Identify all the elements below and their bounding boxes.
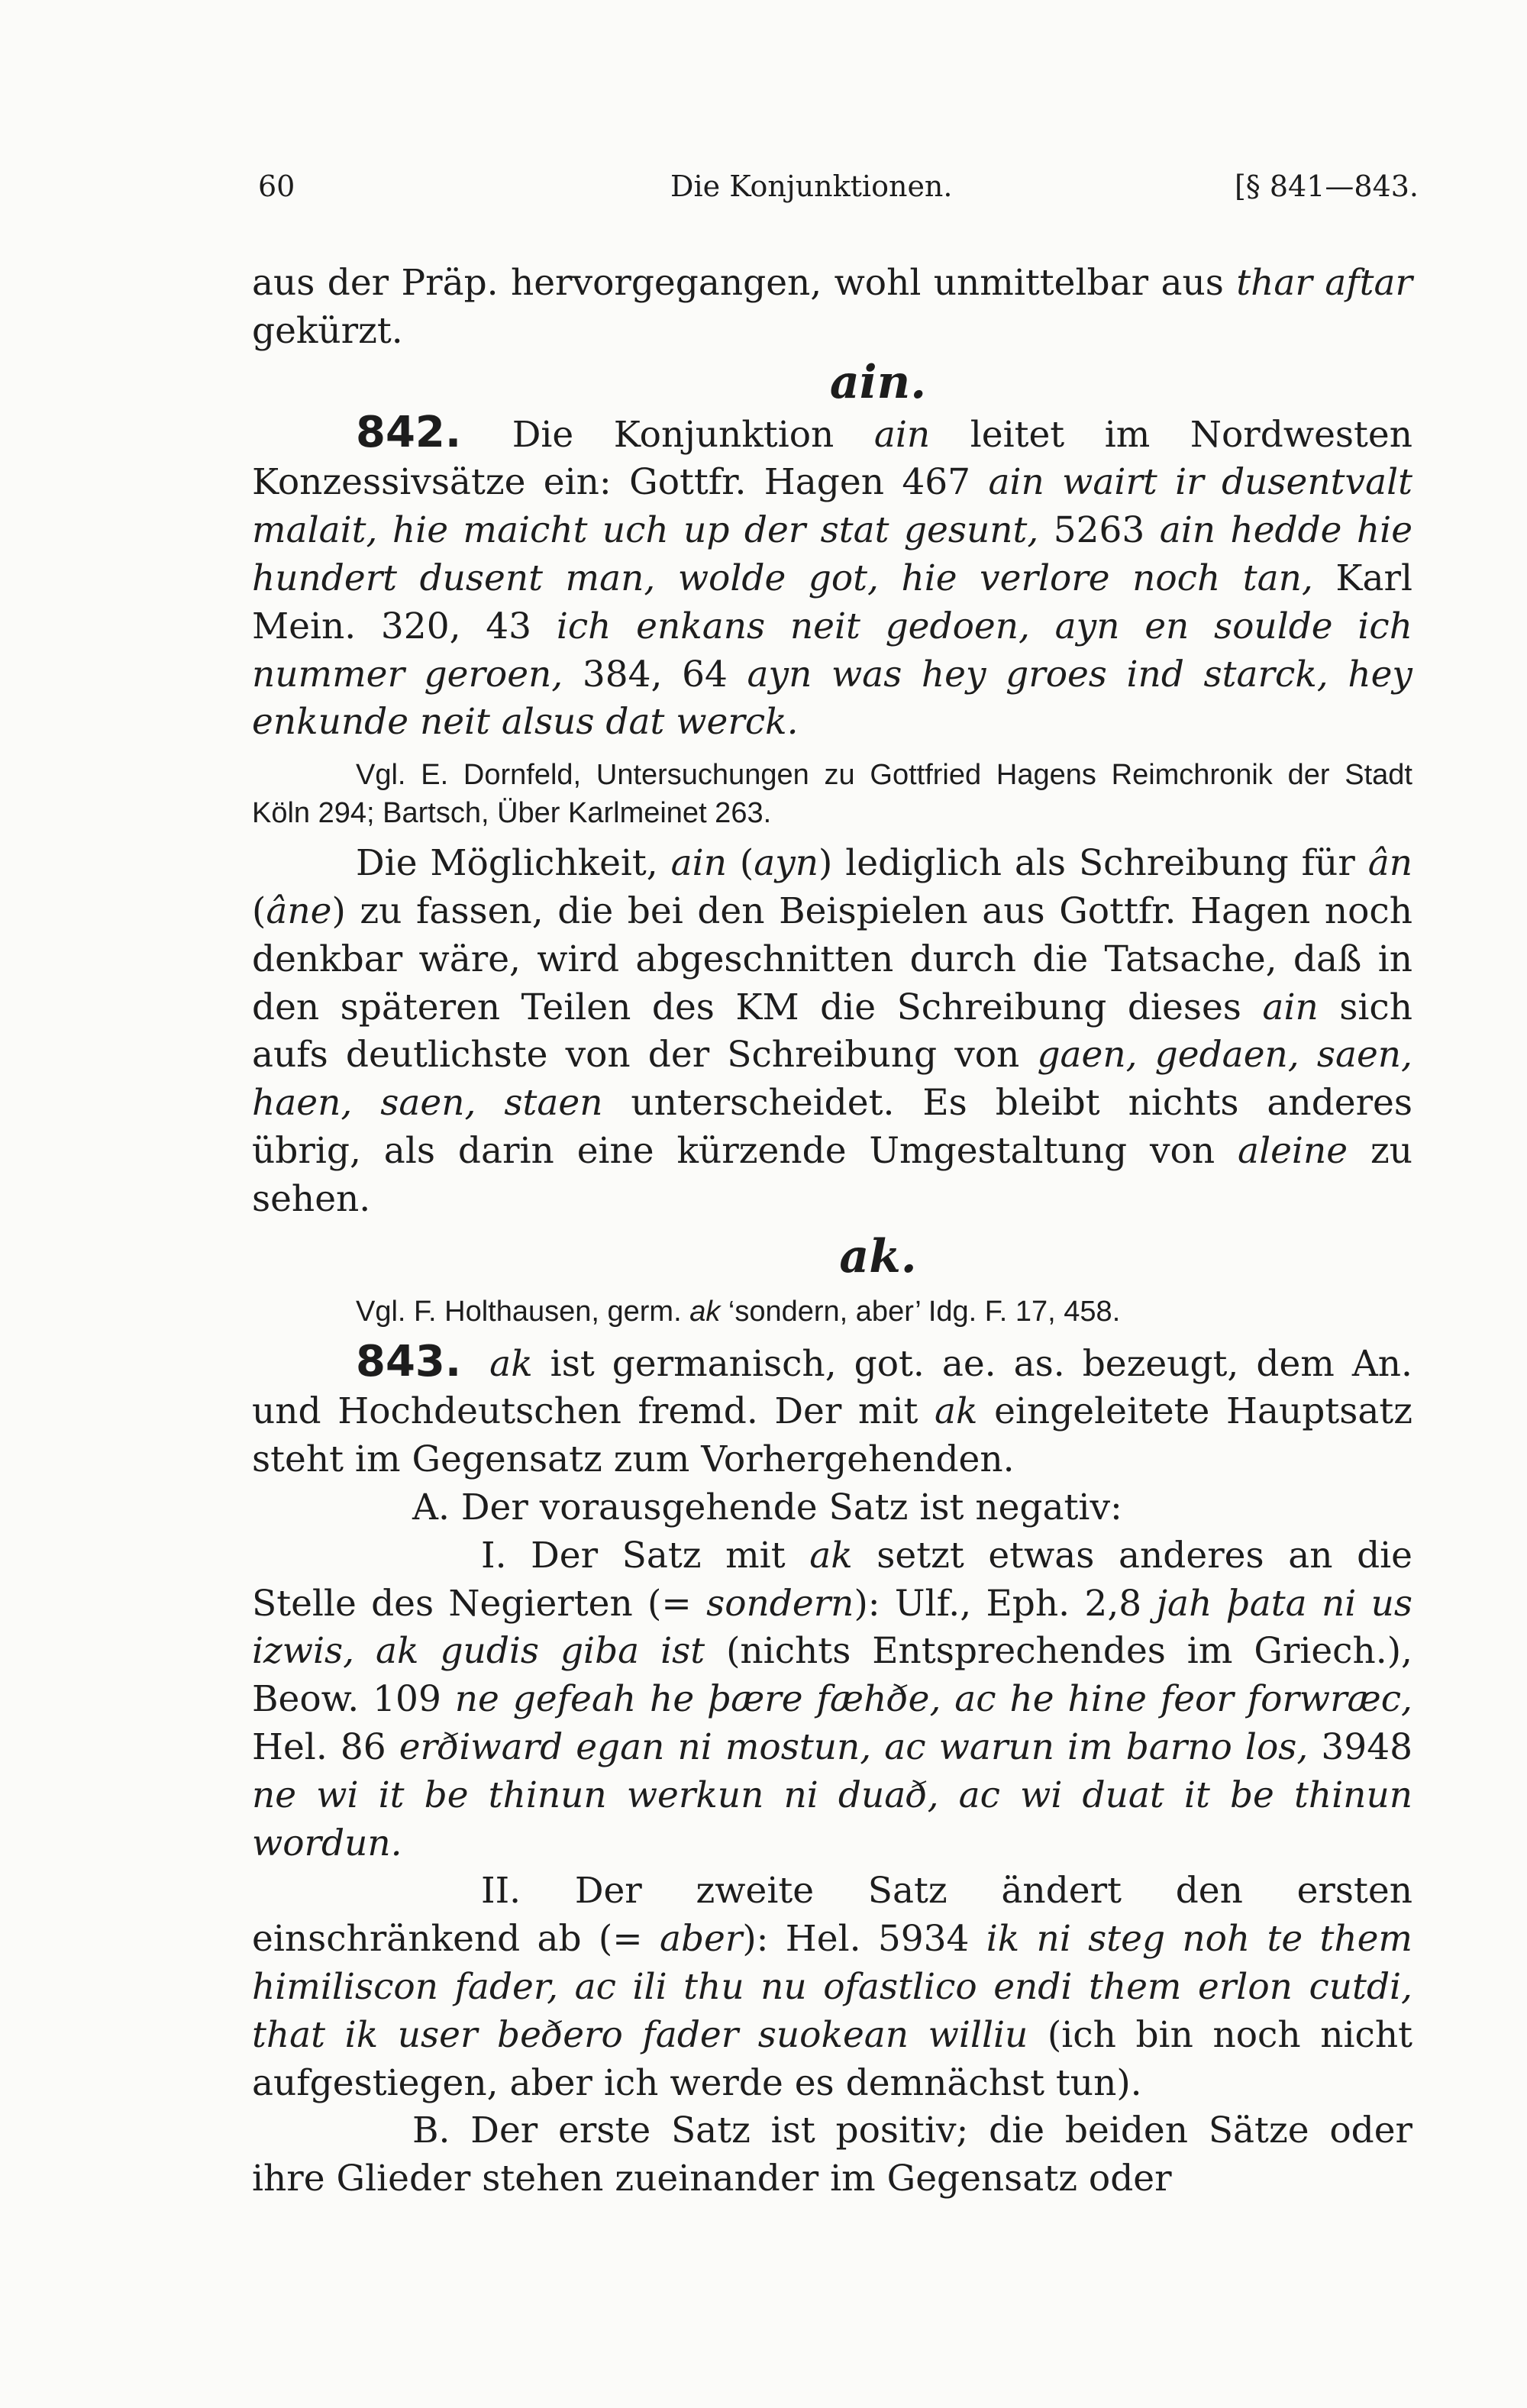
text-run: 3948 [1308, 1725, 1412, 1768]
italic-run: ain [670, 842, 727, 885]
text-run: unterscheidet. Es bleibt nichts anderes übrig, als darin eine kürzende Umgestaltung von [252, 1082, 1412, 1172]
section-range: [§ 841—843. [1234, 169, 1419, 203]
text-run: ): Hel. 5934 [742, 1918, 986, 1961]
page-body [252, 260, 1412, 2203]
text-run: Die Möglichkeit, [356, 842, 671, 885]
paragraph-842 [252, 409, 1412, 747]
text-run: (ich bin noch nicht aufgestiegen, aber ich werde es demnächst tun). [252, 2013, 1412, 2104]
italic-run: ik ni steg noh te them himiliscon fader, ac ili thu nu ofastlico endi them erlon cutdi, that ik user beðero fader suokean williu [252, 1918, 1412, 2056]
section-number-843: 843. [356, 1336, 462, 1386]
paragraph-moeglichkeit [252, 840, 1412, 1223]
italic-run: ain wairt ir dusentvalt malait, hie maicht uch up der stat gesunt, [252, 461, 1413, 552]
italic-run: ak [489, 1342, 533, 1385]
text-run: leitet im Nordwesten Konzessivsätze ein: Gottfr. Hagen 467 [252, 413, 1412, 504]
text-run: Vgl. F. Holthausen, germ. [356, 1295, 690, 1328]
italic-run: gaen, gedaen, saen, haen, saen, staen [252, 1034, 1412, 1125]
text-run: 5263 [1038, 509, 1160, 552]
page-number: 60 [258, 169, 295, 203]
paragraph-842-text [252, 414, 1412, 744]
running-header [258, 169, 1419, 212]
paragraph-843 [252, 1338, 1412, 1484]
text-run: ( [726, 842, 754, 885]
italic-run: sondern [706, 1582, 854, 1625]
text-run: 384, 64 [563, 653, 747, 696]
text-run: ): Ulf., Eph. 2,8 [854, 1582, 1157, 1625]
text-run [472, 1343, 489, 1385]
italic-run: ayn was hey groes ind starck, hey enkunde neit alsus dat werck. [252, 653, 1412, 744]
italic-run: ain hedde hie hundert dusent man, wolde got, hie verlore noch tan, [252, 509, 1413, 599]
text-run: zu sehen. [252, 1129, 1412, 1220]
italic-run: aleine [1238, 1129, 1348, 1172]
italic-run: ayn [754, 842, 819, 885]
text-run: setzt etwas anderes an die Stelle des Negierten (= [252, 1534, 1413, 1625]
text-run: Die Konjunktion [472, 413, 874, 456]
text-run: ( [252, 889, 266, 932]
text-run: gekürzt. [252, 309, 403, 352]
italic-run: jah þata ni us izwis, ak gudis giba ist [252, 1582, 1413, 1673]
text-run: aus der Präp. hervorgegangen, wohl unmittelbar aus [252, 262, 1237, 304]
italic-run: ich enkans neit gedoen, ayn en soulde ich nummer geroen, [252, 605, 1412, 696]
heading-ain: ain. [829, 355, 927, 409]
reference-note-dornfeld: Vgl. E. Dornfeld, Untersuchungen zu Gottfried Hagens Reimchronik der Stadt Köln 294; Bartsch, Über Karlmeinet 263. [252, 759, 1412, 830]
text-run: ist germanisch, got. ae. as. bezeugt, dem An. und Hochdeutschen fremd. Der mit [252, 1342, 1412, 1433]
paragraph-a-negative: A. Der vorausgehende Satz ist negativ: [412, 1486, 1122, 1528]
text-run: Hel. 86 [252, 1725, 399, 1768]
italic-run: ne wi it be thinun werkun ni duað, ac wi duat it be thinun wordun. [252, 1774, 1412, 1864]
italic-run: ân [1367, 842, 1412, 885]
italic-run: ne gefeah he þære fæhðe, ac he hine feor forwræc, [454, 1678, 1412, 1721]
italic-run: ak [809, 1534, 853, 1577]
italic-run: ak [934, 1390, 978, 1433]
paragraph-i-sondern [252, 1532, 1412, 1868]
text-run: (nichts Entsprechendes im Griech.), Beow. 109 [252, 1630, 1412, 1721]
heading-ak: ak. [839, 1229, 917, 1283]
italic-run: ak [689, 1295, 721, 1328]
italic-run: erðiward egan ni mostun, ac warun im barno los, [399, 1725, 1309, 1768]
text-run: ) zu fassen, die bei den Beispielen aus Gottfr. Hagen noch denkbar wäre, wird abgeschnitten durch die Tatsache, daß in den späteren Teilen des KM die Schreibung dieses [252, 889, 1412, 1028]
paragraph-continuation [252, 260, 1412, 356]
text-run: I. Der Satz mit [481, 1534, 810, 1577]
text-run: sich aufs deutlichste von der Schreibung von [252, 986, 1413, 1076]
italic-run: aber [659, 1918, 743, 1961]
text-run: ‘sondern, aber’ Idg. F. 17, 458. [720, 1295, 1121, 1328]
italic-run: ain [1262, 986, 1319, 1028]
paragraph-ii-aber [252, 1867, 1412, 2107]
text-run: eingeleitete Hauptsatz steht im Gegensatz zum Vorhergehenden. [252, 1390, 1412, 1481]
text-run: II. Der zweite Satz ändert den ersten einschränkend ab (= [252, 1870, 1412, 1961]
section-number-842: 842. [356, 407, 462, 457]
reference-note-holthausen [252, 1293, 1412, 1331]
italic-run: âne [266, 889, 332, 932]
text-run: Karl Mein. 320, 43 [252, 557, 1412, 647]
text-run: ) lediglich als Schreibung für [818, 842, 1368, 885]
italic-run: thar aftar [1236, 262, 1412, 304]
paragraph-b-positive: B. Der erste Satz ist positiv; die beiden Sätze oder ihre Glieder stehen zueinander im Gegensatz oder [252, 2109, 1412, 2200]
italic-run: ain [873, 413, 931, 456]
running-title: Die Konjunktionen. [670, 169, 953, 203]
